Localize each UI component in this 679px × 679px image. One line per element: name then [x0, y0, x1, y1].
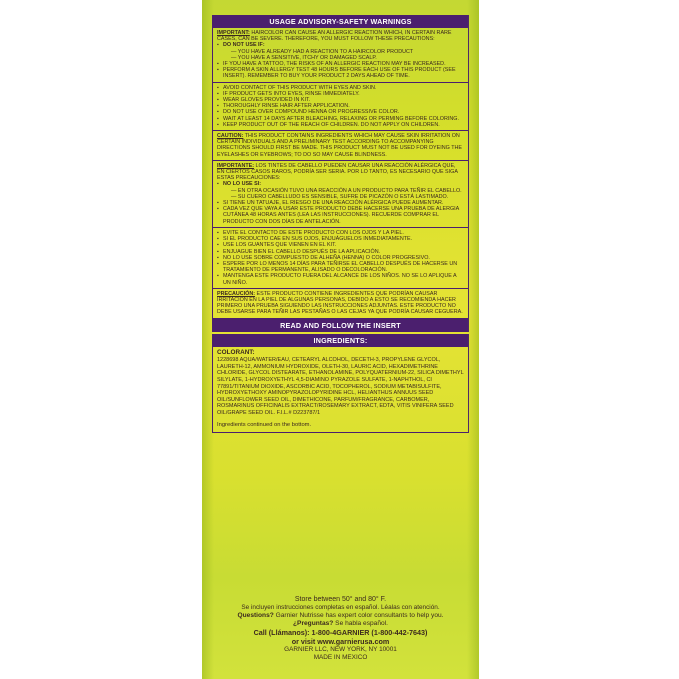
questions-label: Questions?	[237, 612, 274, 619]
preguntas-line	[202, 620, 479, 628]
precaution-item: ▪ DO NOT USE OVER COMPOUND HENNA OR PROGRESSIVE COLOR.	[217, 109, 464, 115]
read-insert-bar: READ AND FOLLOW THE INSERT	[212, 319, 469, 332]
spanish-caution-text: ESTE PRODUCTO CONTIENE INGREDIENTES QUE PODRÍAN CAUSAR IRRITACIÓN EN LA PIEL DE ALGUNAS PERSONAS, DEBIDO A ESTO SE RECOMIENDA HACER PRIMERO UNA PRUEBA SIGUIENDO LAS INSTRUCCIONES ADJUNTAS. ESTE PRODUCTO NO DEBE USARSE PARA TEÑIR LAS PESTAÑAS O LAS CEJAS YA QUE PODRÍA CAUSAR CEGUERA.	[217, 290, 463, 316]
precaution-item: ▪ THOROUGHLY RINSE HAIR AFTER APPLICATION.	[217, 103, 464, 109]
spanish-caution-section	[212, 289, 469, 319]
spanish-skin-test-warning: ▪ CADA VEZ QUE VAYA A USAR ESTE PRODUCTO DEBE HACERSE UNA PRUEBA DE ALERGIA CUTÁNEA 48 HORAS ANTES (LEA LAS INSTRUCCIONES). RECUERDE COMPRAR EL PRODUCTO CON DOS DÍAS DE ANTELACIÓN.	[217, 206, 464, 225]
spanish-instructions-note: Se incluyen instrucciones completas en español. Léalas con atención.	[241, 604, 440, 611]
no-lo-use-label: ▪ NO LO USE SI:	[217, 181, 464, 187]
call-line: Call (Llámanos): 1-800-4GARNIER (1-800-442-7643)	[253, 628, 428, 637]
storage-text: Store between 50° and 80° F.	[294, 596, 387, 603]
spanish-important-label: IMPORTANTE:	[217, 162, 255, 169]
preguntas-label: ¿Preguntas?	[293, 620, 334, 627]
spanish-precaution-item: ▪ USE LOS GUANTES QUE VIENEN EN EL KIT.	[217, 242, 464, 248]
do-not-use-item: — YOU HAVE A SENSITIVE, ITCHY OR DAMAGED SCALP.	[231, 54, 377, 61]
colorant-label: COLORANT:	[217, 348, 255, 356]
spanish-important-text: LOS TINTES DE CABELLO PUEDEN CAUSAR UNA REACCIÓN ALÉRGICA QUE, EN CIERTOS CASOS RAROS, PODRÍA SER SERIA. POR LO TANTO, ES NECESARIO QUE SIGA ESTAS PRECAUCIONES:	[217, 162, 458, 182]
spanish-precaution-item: ▪ EVITE EL CONTACTO DE ESTE PRODUCTO CON LOS OJOS Y LA PIEL.	[217, 230, 464, 236]
precautions-section	[212, 83, 469, 131]
no-lo-use-item: — EN OTRA OCASIÓN TUVO UNA REACCIÓN A UN PRODUCTO PARA TEÑIR EL CABELLO.	[231, 187, 462, 194]
spanish-tattoo-warning: ▪ SI TIENE UN TATUAJE, EL RIESGO DE UNA REACCIÓN ALÉRGICA PUEDE AUMENTAR.	[217, 200, 464, 206]
ingredients-list: 1228698 AQUA/WATER/EAU, CETEARYL ALCOHOL, DECETH-3, PROPYLENE GLYCOL, LAURETH-12, AMMONIUM HYDROXIDE, OLETH-30, LAURIC ACID, HEXADIMETHRINE CHLORIDE, GLYCOL DISTEARATE, ETHANOLAMINE, POLYQUATERNIUM-22, SILICA DIMETHYL SILYLATE, 1-HYDROXYETHYL 4,5-DIAMINO PYRAZOLE SULFATE, 1-NAPHTHOL, CI 77891/TITANIUM DIOXIDE, ASCORBIC ACID, TOCOPHEROL, SODIUM METABISULFITE, HYDROXYETHOXY AMINOPYRAZOLOPYRIDINE HCL, HELIANTHUS ANNUUS SEED OIL/SUNFLOWER SEED OIL, DIMETHICONE, PARFUM/FRAGRANCE, CARBOMER, ROSMARINUS OFFICINALIS EXTRACT/ROSEMARY EXTRACT, EDTA, VITIS VINIFERA SEED OIL/GRAPE SEED OIL. F.I.L.# D223787/1	[217, 357, 464, 416]
precaution-item: ▪ WAIT AT LEAST 14 DAYS AFTER BLEACHING, RELAXING OR PERMING BEFORE COLORING.	[217, 116, 464, 122]
panel-content	[212, 15, 469, 433]
precaution-item: ▪ KEEP PRODUCT OUT OF THE REACH OF CHILDREN. DO NOT APPLY ON CHILDREN.	[217, 122, 464, 128]
caution-label: CAUTION:	[217, 133, 244, 140]
do-not-use-item: — YOU HAVE ALREADY HAD A REACTION TO A HAIRCOLOR PRODUCT	[231, 48, 414, 55]
precaution-item: ▪ WEAR GLOVES PROVIDED IN KIT.	[217, 97, 464, 103]
spanish-precaution-item: ▪ NO LO USE SOBRE COMPUESTO DE ALHEÑA (HENNA) O COLOR PROGRESIVO.	[217, 255, 464, 261]
important-label: IMPORTANT:	[217, 30, 250, 36]
tattoo-warning: ▪ IF YOU HAVE A TATTOO, THE RISKS OF AN ALLERGIC REACTION MAY BE INCREASED.	[217, 61, 464, 67]
preguntas-text: Se habla español.	[335, 620, 388, 627]
spanish-caution-label: PRECAUCIÓN:	[217, 290, 256, 297]
no-lo-use-item: — SU CUERO CABELLUDO ES SENSIBLE, SUFRE DE PICAZÓN O ESTÁ LASTIMADO.	[231, 193, 449, 200]
do-not-use-label: ▪ DO NOT USE IF:	[217, 42, 464, 48]
precaution-item: ▪ AVOID CONTACT OF THIS PRODUCT WITH EYES AND SKIN.	[217, 85, 464, 91]
warnings-important-section	[212, 28, 469, 83]
ingredients-title-bar: INGREDIENTS:	[212, 334, 469, 347]
product-panel	[202, 0, 479, 679]
warnings-title-bar: USAGE ADVISORY-SAFETY WARNINGS	[212, 15, 469, 28]
footer	[202, 595, 479, 662]
questions-text: Garnier Nutrisse has expert color consultants to help you.	[275, 612, 444, 619]
caution-text: THIS PRODUCT CONTAINS INGREDIENTS WHICH MAY CAUSE SKIN IRRITATION ON CERTAIN INDIVIDUALS AND A PRELIMINARY TEST ACCORDING TO ACCOMPANYING DIRECTIONS SHOULD FIRST BE MADE. THIS PRODUCT MUST NOT BE USED FOR DYEING THE EYELASHES OR EYEBROWS; TO DO SO MAY CAUSE BLINDNESS.	[217, 133, 463, 158]
ingredients-section	[212, 347, 469, 434]
spanish-important-paragraph	[217, 163, 464, 182]
important-text: HAIRCOLOR CAN CAUSE AN ALLERGIC REACTION WHICH, IN CERTAIN RARE CASES, CAN BE SEVERE. THEREFORE, YOU MUST FOLLOW THESE PRECAUTIONS:	[217, 30, 452, 43]
address-line: GARNIER LLC, NEW YORK, NY 10001	[284, 646, 397, 653]
spanish-precaution-item: ▪ ESPERE POR LO MENOS 14 DÍAS PARA TEÑIRSE EL CABELLO DESPUÉS DE HACERSE UN TRATAMIENTO DE PERMANENTE, ALISADO O DECOLORACIÓN.	[217, 261, 464, 273]
spanish-precaution-item: ▪ SI EL PRODUCTO CAE EN SUS OJOS, ENJUÁGUELOS INMEDIATAMENTE.	[217, 236, 464, 242]
precaution-item: ▪ IF PRODUCT GETS INTO EYES, RINSE IMMEDIATELY.	[217, 91, 464, 97]
skin-test-warning: ▪ PERFORM A SKIN ALLERGY TEST 48 HOURS BEFORE EACH USE OF THIS PRODUCT (SEE INSERT). REMEMBER TO BUY YOUR PRODUCT 2 DAYS AHEAD OF TIME.	[217, 67, 464, 79]
important-paragraph	[217, 30, 464, 42]
spanish-precautions-section	[212, 228, 469, 289]
ingredients-continued-note: Ingredients continued on the bottom.	[217, 422, 312, 429]
spanish-important-section	[212, 161, 469, 228]
caution-section	[212, 131, 469, 161]
questions-line	[202, 612, 479, 620]
spanish-precaution-item: ▪ ENJUAGUE BIEN EL CABELLO DESPUÉS DE LA APLICACIÓN.	[217, 249, 464, 255]
made-in-line: MADE IN MEXICO	[313, 654, 368, 661]
spanish-precaution-item: ▪ MANTENGA ESTE PRODUCTO FUERA DEL ALCANCE DE LOS NIÑOS. NO SE LO APLIQUE A UN NIÑO.	[217, 273, 464, 285]
visit-line: or visit www.garnierusa.com	[291, 637, 390, 646]
